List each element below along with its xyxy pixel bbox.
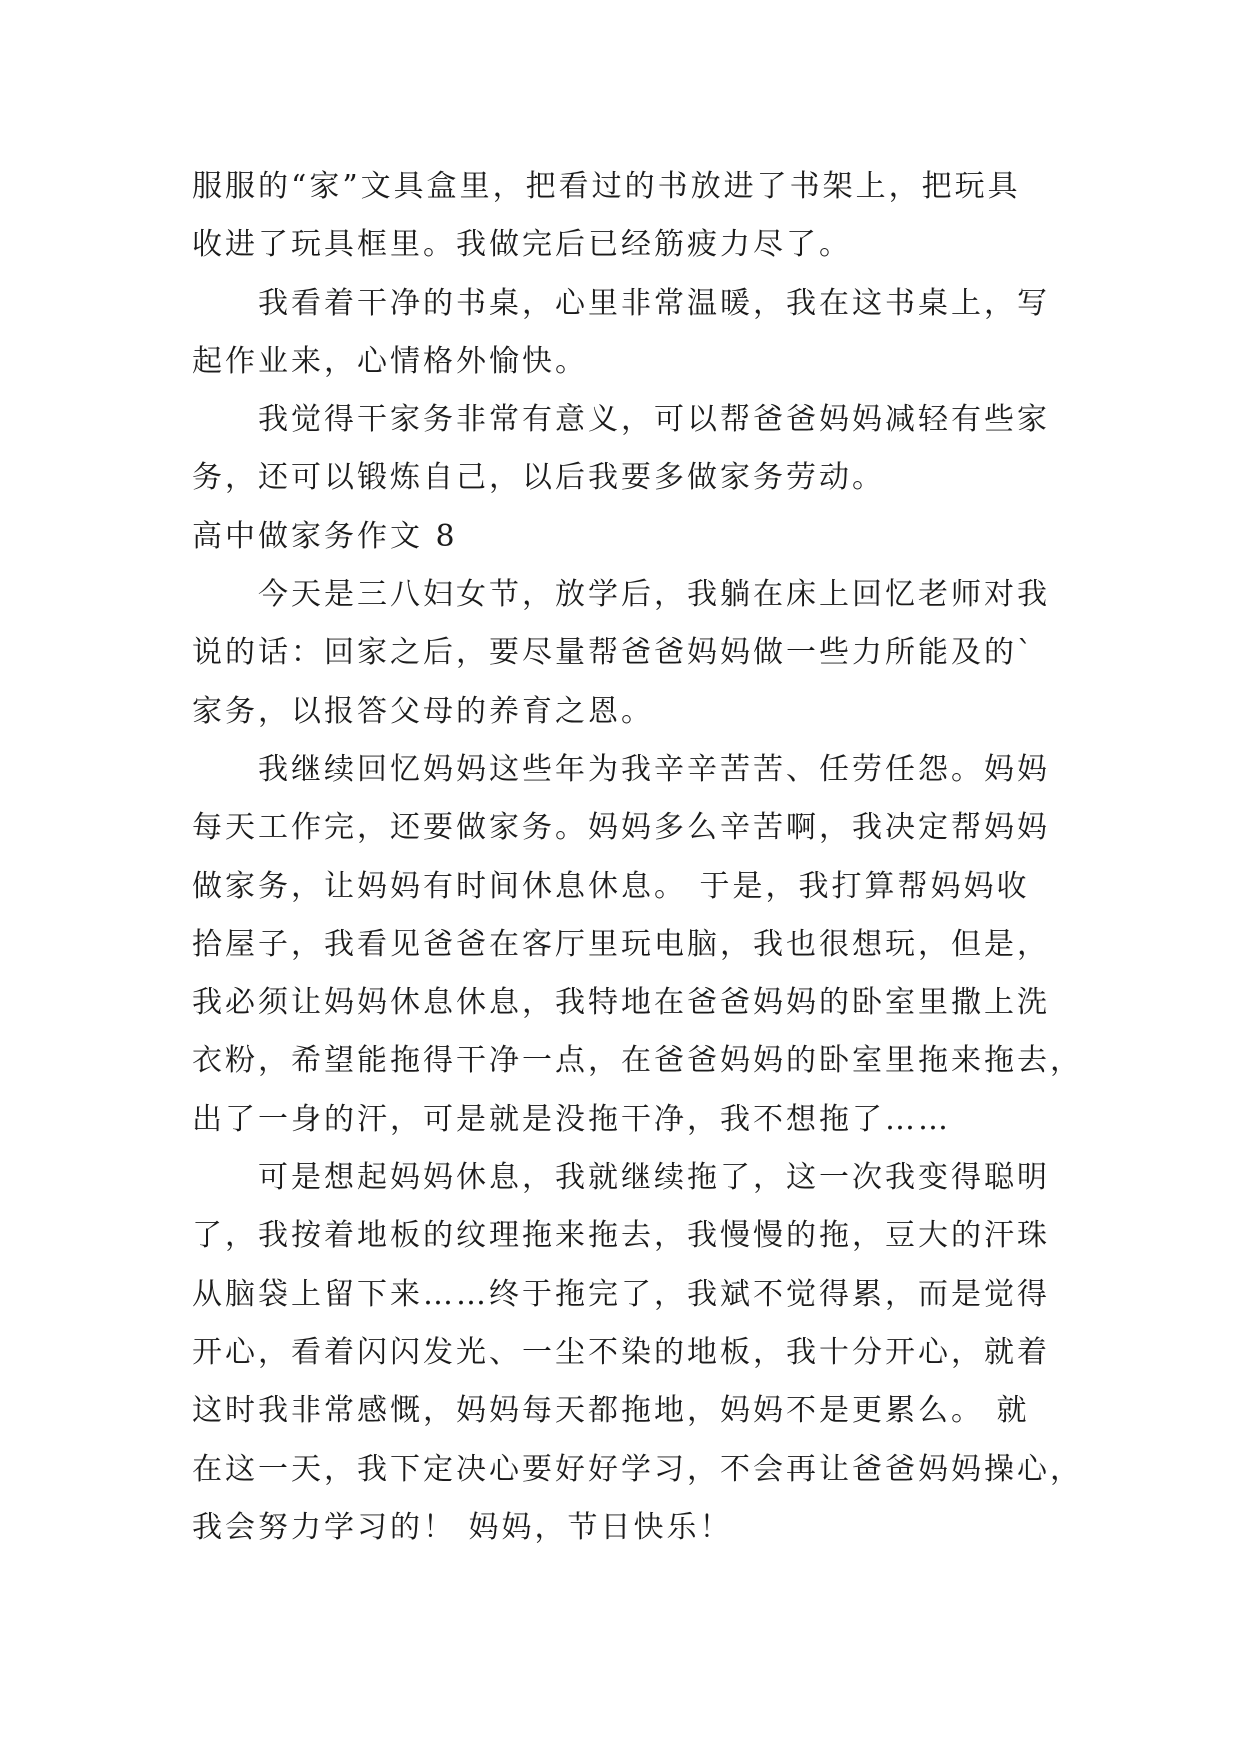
text-line: 我觉得干家务非常有意义，可以帮爸爸妈妈减轻有些家 <box>258 402 1050 438</box>
text-line: 今天是三八妇女节，放学后，我躺在床上回忆老师对我 <box>258 577 1050 613</box>
paragraph <box>192 741 1092 1149</box>
section-2 <box>192 566 1092 1557</box>
section-heading: 高中做家务作文 8 <box>192 518 458 554</box>
text-line: 衣粉，希望能拖得干净一点，在爸爸妈妈的卧室里拖来拖去， <box>192 1043 1083 1079</box>
paragraph <box>192 566 1092 741</box>
text-line: 这时我非常感慨，妈妈每天都拖地，妈妈不是更累么。 就 <box>192 1393 1030 1429</box>
section-1 <box>192 158 1092 508</box>
document-body <box>192 158 1092 1557</box>
text-line: 家务，以报答父母的养育之恩。 <box>192 693 654 729</box>
text-line: 收进了玩具框里。我做完后已经筋疲力尽了。 <box>192 227 852 263</box>
text-line: 从脑袋上留下来……终于拖完了，我斌不觉得累，而是觉得 <box>192 1276 1050 1312</box>
text-line: 我继续回忆妈妈这些年为我辛辛苦苦、任劳任怨。妈妈 <box>258 751 1050 787</box>
text-line: 拾屋子，我看见爸爸在客厅里玩电脑，我也很想玩，但是， <box>192 926 1050 962</box>
text-line: 我必须让妈妈休息休息，我特地在爸爸妈妈的卧室里撒上洗 <box>192 985 1050 1021</box>
text-line: 在这一天，我下定决心要好好学习，不会再让爸爸妈妈操心， <box>192 1451 1083 1487</box>
text-line: 务，还可以锻炼自己，以后我要多做家务劳动。 <box>192 460 885 496</box>
text-line: 我会努力学习的！ 妈妈，节日快乐！ <box>192 1509 733 1545</box>
paragraph <box>192 1149 1092 1557</box>
text-line: 做家务，让妈妈有时间休息休息。 于是，我打算帮妈妈收 <box>192 868 1030 904</box>
text-line: 开心，看着闪闪发光、一尘不染的地板，我十分开心，就着 <box>192 1334 1050 1370</box>
paragraph <box>192 275 1092 392</box>
text-line: 我看着干净的书桌，心里非常温暖，我在这书桌上，写 <box>258 285 1050 321</box>
text-line: 出了一身的汗，可是就是没拖干净，我不想拖了…… <box>192 1101 951 1137</box>
text-line: 服服的“家”文具盒里，把看过的书放进了书架上，把玩具 <box>192 169 1021 204</box>
text-line: 每天工作完，还要做家务。妈妈多么辛苦啊，我决定帮妈妈 <box>192 810 1050 846</box>
text-line: 可是想起妈妈休息，我就继续拖了，这一次我变得聪明 <box>258 1160 1050 1196</box>
text-line: 说的话：回家之后，要尽量帮爸爸妈妈做一些力所能及的` <box>192 635 1035 671</box>
text-line: 起作业来，心情格外愉快。 <box>192 343 588 379</box>
paragraph <box>192 158 1092 275</box>
paragraph <box>192 391 1092 508</box>
text-line: 了，我按着地板的纹理拖来拖去，我慢慢的拖，豆大的汗珠 <box>192 1218 1050 1254</box>
